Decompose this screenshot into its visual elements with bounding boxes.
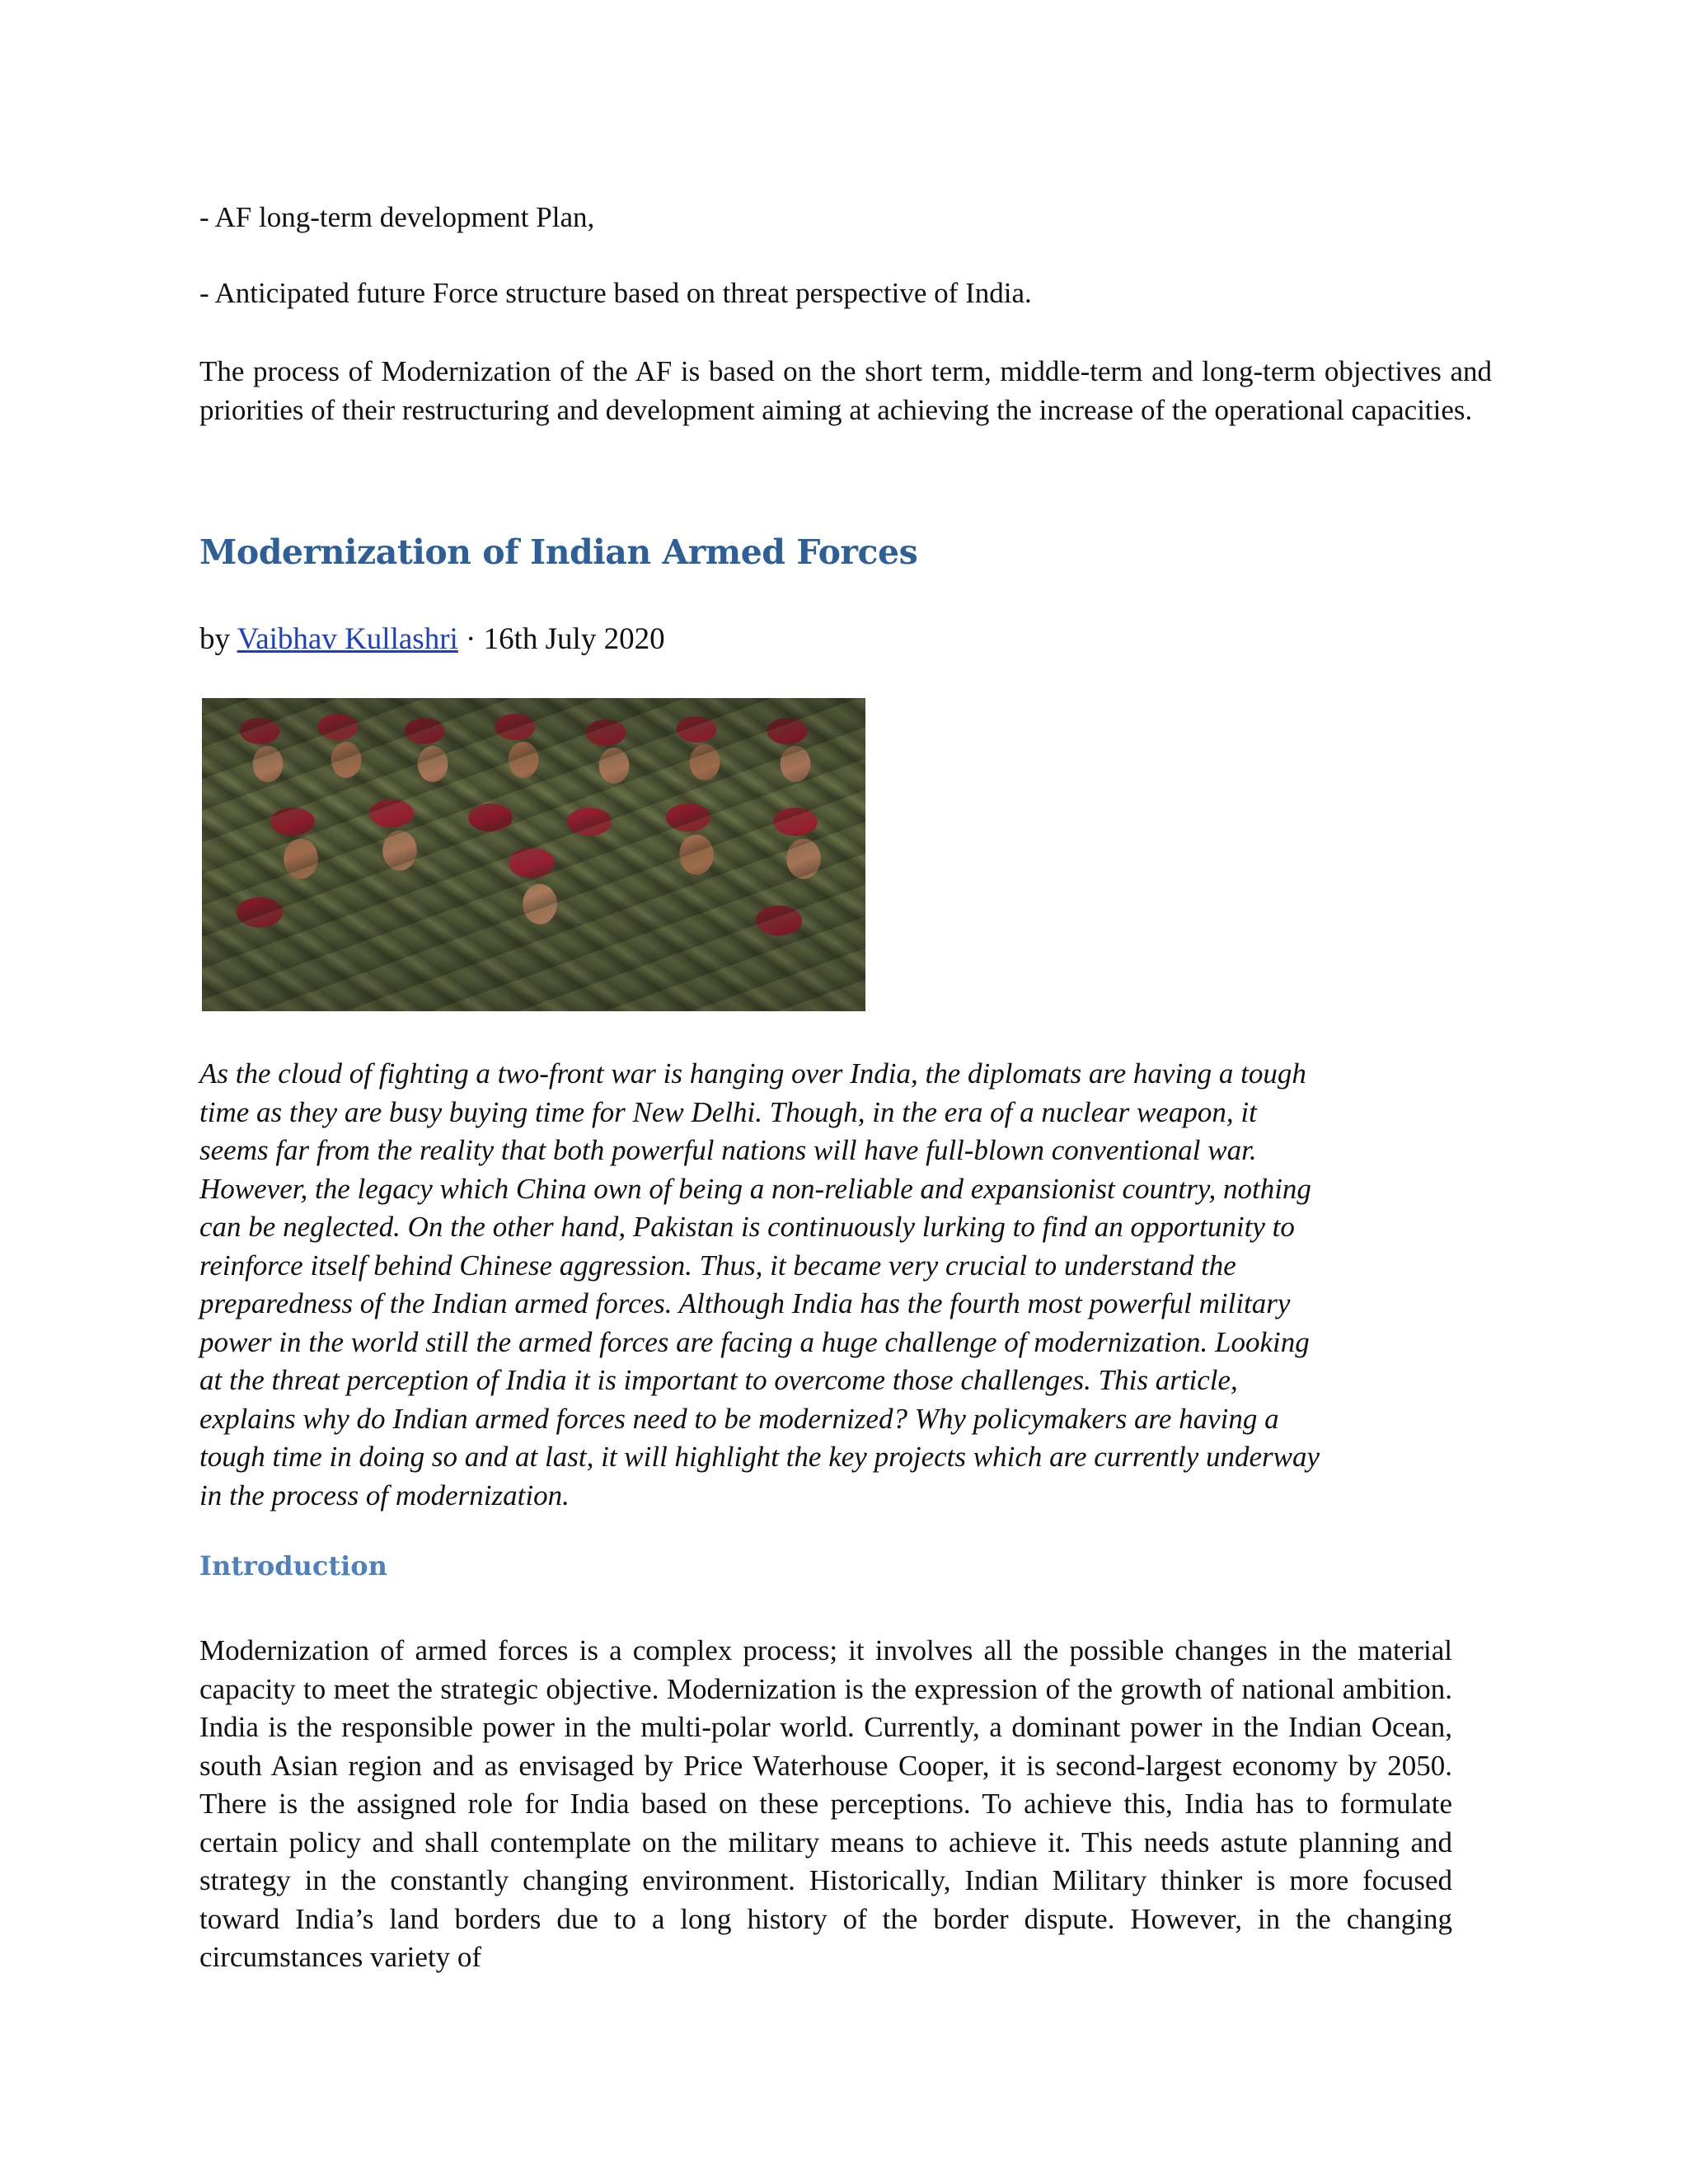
summary-line: seems far from the reality that both powerful nations will have full-blown conventional war.	[199, 1134, 1257, 1166]
article-date: · 16th July 2020	[466, 622, 665, 656]
summary-line: in the process of modernization.	[199, 1479, 570, 1511]
article-title: Modernization of Indian Armed Forces	[199, 532, 918, 572]
summary-line: preparedness of the Indian armed forces. Although India has the fourth most powerful military	[199, 1287, 1291, 1319]
summary-line: However, the legacy which China own of being a non-reliable and expansionist country, nothing	[199, 1172, 1311, 1205]
article-summary	[199, 1055, 1502, 1515]
hero-image-texture	[202, 698, 865, 1011]
list-item-plan: - AF long-term development Plan,	[199, 201, 595, 233]
summary-line: at the threat perception of India it is important to overcome those challenges. This article,	[199, 1364, 1238, 1396]
summary-line: explains why do Indian armed forces need to be modernized? Why policymakers are having a	[199, 1402, 1279, 1435]
article-hero-image	[202, 698, 865, 1011]
article-byline	[199, 621, 665, 658]
author-link[interactable]: Vaibhav Kullashri	[237, 622, 458, 656]
summary-line: time as they are busy buying time for New Delhi. Though, in the era of a nuclear weapon, it	[199, 1095, 1257, 1128]
summary-line: power in the world still the armed forces are facing a huge challenge of modernization. Looking	[199, 1325, 1310, 1358]
summary-line: reinforce itself behind Chinese aggression. Thus, it became very crucial to understand the	[199, 1249, 1236, 1282]
summary-line: can be neglected. On the other hand, Pakistan is continuously lurking to find an opportunity to	[199, 1211, 1295, 1243]
byline-prefix: by	[199, 622, 230, 656]
introduction-paragraph: Modernization of armed forces is a complex process; it involves all the possible changes in the material capacity to meet the strategic objective. Modernization is the expression of the growth of national ambition. India is the responsible power in the multi-polar world. Currently, a dominant power in the Indian Ocean, south Asian region and as envisaged by Price Waterhouse Cooper, it is second-largest economy by 2050. There is the assigned role for India based on these perceptions. To achieve this, India has to formulate certain policy and shall contemplate on the military means to achieve it. This needs astute planning and strategy in the constantly changing environment. Historically, Indian Military thinker is more focused toward India’s land borders due to a long history of the border dispute. However, in the changing circumstances variety of	[199, 1634, 1452, 1973]
summary-line: tough time in doing so and at last, it will highlight the key projects which are currently underway	[199, 1441, 1320, 1473]
list-item-force-structure: - Anticipated future Force structure based on threat perspective of India.	[199, 277, 1032, 309]
summary-line: As the cloud of fighting a two-front war is hanging over India, the diplomats are having a tough	[199, 1057, 1306, 1090]
introduction-heading: Introduction	[199, 1550, 387, 1582]
process-paragraph: The process of Modernization of the AF is based on the short term, middle-term and long-term objectives and priorities of their restructuring and development aiming at achieving the increase of the operational capacities.	[199, 355, 1492, 426]
